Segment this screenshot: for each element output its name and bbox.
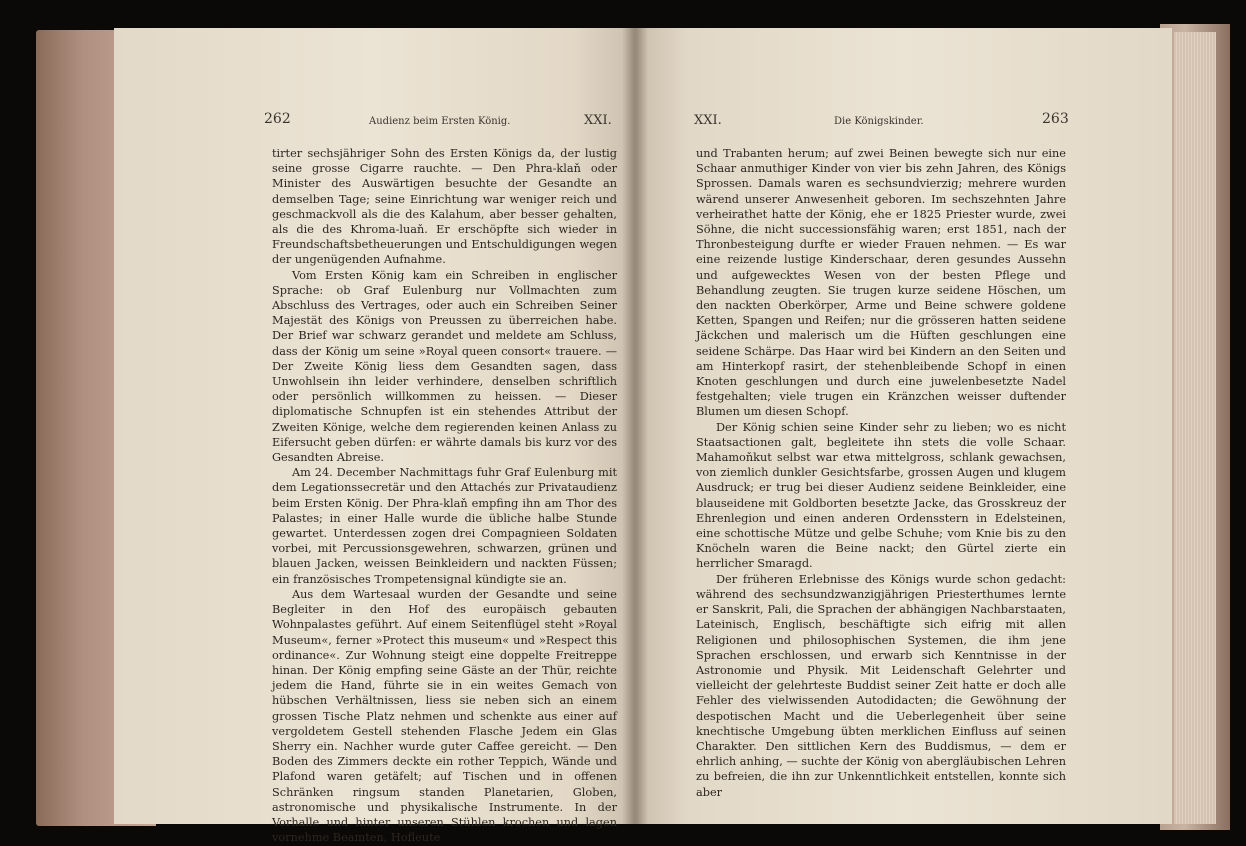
- left-page: [114, 28, 634, 845]
- running-title: Audienz beim Ersten König.: [369, 116, 511, 127]
- paragraph: tirter sechsjähriger Sohn des Ersten Königs da, der lustig seine grosse Cigarre rauchte. — Den Phra-klaň oder Minister des Auswärtigen besuchte der Gesandte an demselben Tage; seine Einrichtung war weniger reich und geschmackvoll als die des Kalahum, aber besser gehalten, als die des Khroma-luaň. Er erschöpfte sich wieder in Freundschaftsbetheuerungen und Entschuldigungen wegen der ungenügenden Aufnahme.: [272, 147, 617, 267]
- page-number: 263: [1042, 111, 1069, 127]
- left-page-header: [114, 111, 634, 136]
- paragraph: Aus dem Wartesaal wurden der Gesandte und seine Begleiter in den Hof des europäisch gebauten Wohnpalastes geführt. Auf einem Seitenflügel steht »Royal Museum«, ferner »Protect this museum« und »Respect this ordinance«. Zur Wohnung steigt eine doppelte Freitreppe hinan. Der König empfing seine Gäste an der Thür, reichte jedem die Hand, führte sie in ein weites Gemach von hübschen Verhältnissen, liess sie neben sich an einem grossen Tische Platz nehmen und schenkte aus einer auf vergoldetem Gestell stehenden Flasche Jedem ein Glas Sherry ein. Nachher wurde guter Caffee gereicht. — Den Boden des Zimmers deckte ein rother Teppich, Wände und Plafond waren getäfelt; auf Tischen und in offenen Schränken ringsum standen Planetarien, Globen, astronomische und physikalische Instrumente. In der Vorhalle und hinter unseren Stühlen krochen und lagen vornehme Beamten, Hofleute: [272, 587, 617, 845]
- paragraph: Am 24. December Nachmittags fuhr Graf Eulenburg mit dem Legationssecretär und den Attachés zur Privataudienz beim Ersten König. Der Phra-klaň empfing ihn am Thor des Palastes; in einer Halle wurde die übliche halbe Stunde gewartet. Unterdessen zogen drei Compagnieen Soldaten vorbei, mit Percussionsgewehren, schwarzen, grünen und blauen Jacken, weissen Beinkleidern und nackten Füssen; ein französisches Trompetensignal kündigte sie an.: [272, 466, 617, 586]
- running-title: Die Königskinder.: [834, 116, 924, 127]
- paragraph: Vom Ersten König kam ein Schreiben in englischer Sprache: ob Graf Eulenburg nur Vollmachten zum Abschluss des Vertrages, oder auch ein Schreiben Seiner Majestät des Königs von Preussen zu überreichen habe. Der Brief war schwarz gerandet und meldete am Schluss, dass der König um seine »Royal queen consort« trauere. — Der Zweite König liess dem Gesandten sagen, dass Unwohlsein ihn leider verhindere, denselben schriftlich oder persönlich willkommen zu heissen. — Dieser diplomatische Schnupfen ist ein stehendes Attribut der Zweiten Könige, welche dem regierenden keinen Anlass zu Eifersucht geben dürfen: er währte damals bis kurz vor des Gesandten Abreise.: [272, 268, 617, 465]
- left-page-body: [272, 146, 617, 845]
- section-number: XXI.: [694, 113, 722, 128]
- page-number: 262: [264, 111, 291, 127]
- section-number: XXI.: [584, 113, 612, 128]
- right-page-body: [696, 146, 1066, 800]
- open-book: [22, 14, 1230, 845]
- right-page: [634, 28, 1172, 824]
- paragraph: Der früheren Erlebnisse des Königs wurde schon gedacht: während des sechsundzwanzigjährigen Priesterthumes lernte er Sanskrit, Pali, die Sprachen der abhängigen Nachbarstaaten, Lateinisch, Englisch, beschäftigte sich eifrig mit allen Religionen und philosophischen Systemen, die ihm jene Sprachen erschlossen, und erwarb sich Kenntnisse in der Astronomie und Physik. Mit Leidenschaft Gelehrter und vielleicht der gelehrteste Buddist seiner Zeit hatte er doch alle Fehler des vielwissenden Autodidacten; die Gewöhnung der despotischen Macht und die Ueberlegenheit über seine knechtische Umgebung übten merklichen Einfluss auf seinen Charakter. Den sittlichen Kern des Buddismus, — dem er ehrlich anhing, — suchte der König von abergläubischen Lehren zu befreien, die ihn zur Unkenntlichkeit entstellen, konnte sich aber: [696, 572, 1066, 799]
- paragraph: Der König schien seine Kinder sehr zu lieben; wo es nicht Staatsactionen galt, begleitete ihn stets die volle Schaar. Mahamoňkut selbst war etwa mittelgross, schlank gewachsen, von ziemlich dunkler Gesichtsfarbe, grossen Augen und klugem Ausdruck; er trug bei dieser Audienz seidene Beinkleider, eine blauseidene mit Goldborten besetzte Jacke, das Grosskreuz der Ehrenlegion und einen anderen Ordensstern in Edelsteinen, eine schottische Mütze und gelbe Schuhe; vom Knie bis zu den Knöcheln waren die Beine nackt; den Gürtel zierte ein herrlicher Smaragd.: [696, 420, 1066, 571]
- page-edges: [1174, 32, 1216, 824]
- right-page-header: [634, 111, 1172, 136]
- paragraph: und Trabanten herum; auf zwei Beinen bewegte sich nur eine Schaar anmuthiger Kinder von vier bis zehn Jahren, des Königs Sprossen. Damals waren es sechsundvierzig; mehrere wurden wärend unserer Anwesenheit geboren. Im sechszehnten Jahre verheirathet hatte der König, ehe er 1825 Priester wurde, zwei Söhne, die nicht successionsfähig waren; erst 1851, nach der Thronbesteigung durfte er wieder Frauen nehmen. — Es war eine reizende lustige Kinderschaar, deren gesundes Aussehn und aufgewecktes Wesen von der besten Pflege und Behandlung zeugten. Sie trugen kurze seidene Höschen, um den nackten Oberkörper, Arme und Beine schwere goldene Ketten, Spangen und Reifen; nur die grösseren hatten seidene Jäckchen und malerisch um die Hüften geschlungen eine seidene Schärpe. Das Haar wird bei Kindern an den Seiten und am Hinterkopf rasirt, der stehenbleibende Schopf in einen Knoten geschlungen und durch eine juwelenbesetzte Nadel festgehalten; viele trugen ein Kränzchen weisser duftender Blumen um diesen Schopf.: [696, 147, 1066, 419]
- book-gutter: [622, 28, 648, 824]
